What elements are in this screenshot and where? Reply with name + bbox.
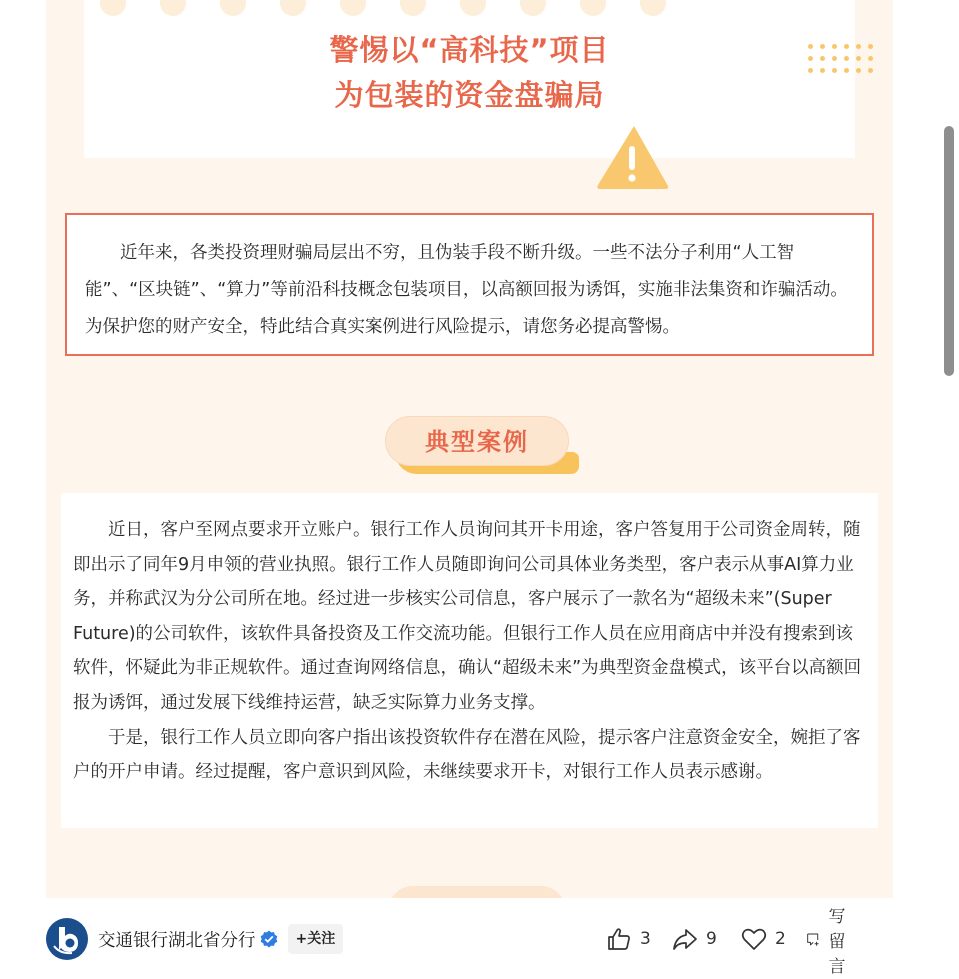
case-paragraph-1: 近日，客户至网点要求开立账户。银行工作人员询问其开卡用途，客户答复用于公司资金周转，随即出示了同年9月申领的营业执照。银行工作人员随即询问公司具体业务类型，客户表示从事AI算力业务，并称武汉为分公司所在地。经过进一步核实公司信息，客户展示了一款名为“超级未来”(Super Future)的公司软件，该软件具备投资及工作交流功能。但银行工作人员在应用商店中并没有搜索到该软件，怀疑此为非正规软件。通过查询网络信息，确认“超级未来”为典型资金盘模式，该平台以高额回报为诱饵，通过发展下线维持运营，缺乏实际算力业务支撑。 [73, 520, 862, 713]
share-button[interactable] [672, 925, 717, 953]
comment-icon [806, 926, 821, 952]
like-count: 3 [640, 929, 651, 949]
decorative-dot-grid [806, 42, 886, 82]
intro-notice-box [65, 213, 874, 356]
comment-button[interactable] [806, 906, 857, 977]
bank-logo-icon[interactable] [46, 918, 88, 960]
account-info[interactable] [46, 918, 343, 960]
like-button[interactable] [606, 925, 651, 953]
thumbs-up-icon [606, 926, 632, 952]
bottom-action-bar [0, 898, 940, 979]
share-count: 9 [706, 929, 717, 949]
section-tag [385, 416, 581, 476]
share-arrow-icon [672, 926, 698, 952]
verified-icon [260, 930, 278, 948]
comment-label: 写留言 [828, 906, 846, 977]
article-headline [84, 28, 855, 118]
follow-button[interactable]: +关注 [288, 924, 344, 954]
decorative-dots-top [100, 0, 680, 16]
section-title: 典型案例 [385, 416, 569, 466]
headline-line-2: 为包装的资金盘骗局 [334, 78, 605, 112]
favorite-count: 2 [775, 929, 786, 949]
heart-icon [741, 926, 767, 952]
intro-paragraph: 近年来，各类投资理财骗局层出不穷，且伪装手段不断升级。一些不法分子利用“人工智能”、“区块链”、“算力”等前沿科技概念包装项目，以高额回报为诱饵，实施非法集资和诈骗活动。为保护您的财产安全，特此结合真实案例进行风险提示，请您务必提高警惕。 [85, 243, 848, 337]
headline-line-1: 警惕以“高科技”项目 [329, 33, 610, 67]
scrollbar-thumb[interactable] [944, 126, 954, 376]
favorite-button[interactable] [741, 925, 786, 953]
case-box [61, 493, 878, 828]
account-name[interactable]: 交通银行湖北省分行 [98, 930, 256, 951]
case-paragraph-2: 于是，银行工作人员立即向客户指出该投资软件存在潜在风险，提示客户注意资金安全，婉拒了客户的开户申请。经过提醒，客户意识到风险，未继续要求开卡，对银行工作人员表示感谢。 [73, 727, 861, 783]
warning-icon [594, 122, 670, 190]
